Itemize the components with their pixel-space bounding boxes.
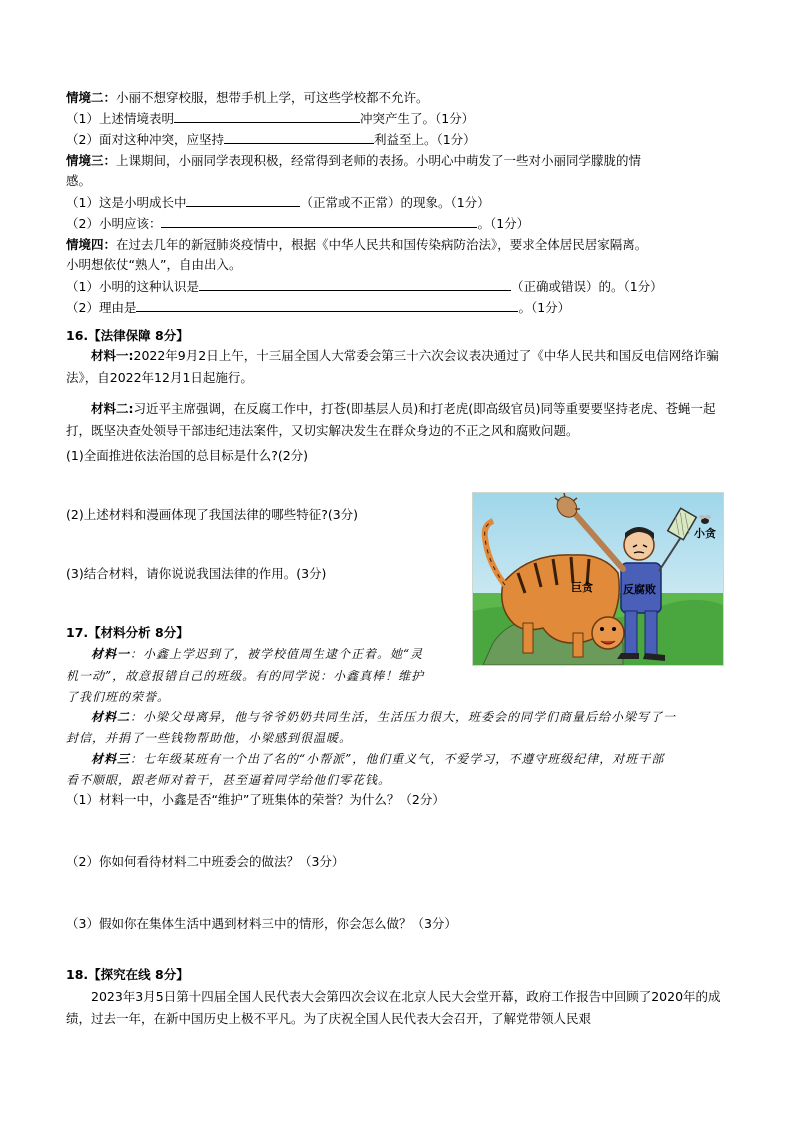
s4-q2-a: （2）理由是 xyxy=(66,300,137,315)
s4-q2 xyxy=(66,298,570,317)
s4-q1-b: （正确或错误）的。（1分） xyxy=(510,279,663,294)
cartoon-label-fly: 小贪 xyxy=(694,527,716,540)
q16-sub1: (1)全面推进依法治国的总目标是什么?(2分) xyxy=(66,448,309,463)
s4-line1 xyxy=(66,236,647,254)
q17-m3-head: 材料三 xyxy=(91,752,131,766)
s3-q2-b: 。（1分） xyxy=(477,216,530,231)
q16-sub3: (3)结合材料，请你说说我国法律的作用。(3分) xyxy=(66,566,327,581)
q16-m1-head: 材料一: xyxy=(91,348,134,363)
q16-m1-text: 2022年9月2日上午，十三届全国人大常委会第三十六次会议表决通过了《中华人民共和国反电信网络诈骗法》，自2022年12月1日起施行。 xyxy=(66,348,719,385)
q17-m1-head: 材料一 xyxy=(91,647,131,661)
s2-q1-blank[interactable] xyxy=(174,109,360,123)
s4-q2-b: 。（1分） xyxy=(518,300,571,315)
s4-q1-blank[interactable] xyxy=(199,277,511,291)
s3-q1-blank[interactable] xyxy=(186,193,300,207)
q17-m1-text1: ：小鑫上学迟到了，被学校值周生逮个正着。她“灵 xyxy=(130,647,424,661)
s3-q2-blank[interactable] xyxy=(161,214,477,228)
anti-corruption-cartoon xyxy=(472,492,724,666)
q17-sub1: （1）材料一中，小鑫是否“维护”了班集体的荣誉？为什么？（2分） xyxy=(66,792,445,807)
q17-m2-head: 材料二 xyxy=(91,710,131,724)
s2-q2 xyxy=(66,130,476,149)
q17-m3-line2: 看不顺眼，跟老师对着干，甚至逼着同学给他们零花钱。 xyxy=(66,773,392,787)
q16-m2-head: 材料二: xyxy=(91,401,134,416)
s3-head: 情境三： xyxy=(66,153,117,168)
cartoon-label-man: 反腐败 xyxy=(623,583,656,596)
q18-title: 18.【探究在线 8分】 xyxy=(66,967,189,982)
q17-sub2: （2）你如何看待材料二中班委会的做法？（3分） xyxy=(66,854,345,869)
s2-q1-a: （1）上述情境表明 xyxy=(66,111,174,126)
q18-text: 2023年3月5日第十四届全国人民代表大会第四次会议在北京人民大会堂开幕，政府工作报告中回顾了2020年的成绩，过去一年，在新中国历史上极不平凡。为了庆祝全国人民代表大会召开，了解党带领人民艰 xyxy=(66,989,721,1026)
s2-line xyxy=(66,89,429,107)
q17-m1-line2: 机一动”，故意报错自己的班级。有的同学说：小鑫真棒！维护 xyxy=(66,669,425,683)
s2-q2-blank[interactable] xyxy=(224,130,374,144)
q17-m1-line3: 了我们班的荣誉。 xyxy=(66,690,171,704)
s4-text1: 在过去几年的新冠肺炎疫情中，根据《中华人民共和国传染病防治法》，要求全体居民居家隔离。 xyxy=(116,237,648,252)
q16-title: 16.【法律保障 8分】 xyxy=(66,328,189,343)
q16-m2-text: 习近平主席强调，在反腐工作中，打苍(即基层人员)和打老虎(即高级官员)同等重要要坚持老虎、苍蝇一起打，既坚决查处领导干部违纪违法案件，又切实解决发生在群众身边的不正之风和腐败问题。 xyxy=(66,401,716,438)
q17-m2-text1: ：小梁父母离异，他与爷爷奶奶共同生活，生活压力很大，班委会的同学们商量后给小梁写了一 xyxy=(130,710,677,724)
s2-q2-b: 利益至上。（1分） xyxy=(373,132,476,147)
s2-q1 xyxy=(66,109,474,128)
q17-m3-text1: ：七年级某班有一个出了名的“小帮派”，他们重义气，不爱学习，不遵守班级纪律，对班干部 xyxy=(130,752,665,766)
q17-title: 17.【材料分析 8分】 xyxy=(66,625,189,640)
q16-material-2 xyxy=(66,398,730,442)
s3-q2 xyxy=(66,214,529,233)
s2-q2-a: （2）面对这种冲突，应坚持 xyxy=(66,132,224,147)
q16-sub2: (2)上述材料和漫画体现了我国法律的哪些特征?(3分) xyxy=(66,507,359,522)
s3-q2-a: （2）小明应该： xyxy=(66,216,162,231)
q17-m3-line1 xyxy=(91,750,664,768)
s3-q1-a: （1）这是小明成长中 xyxy=(66,195,187,210)
s4-line2: 小明想依仗“熟人”，自由出入。 xyxy=(66,257,242,272)
q17-m1-line1 xyxy=(91,645,423,663)
s2-q1-b: 冲突产生了。（1分） xyxy=(359,111,475,126)
s4-q1-a: （1）小明的这种认识是 xyxy=(66,279,199,294)
s3-q1 xyxy=(66,193,490,212)
q17-m2-line1 xyxy=(91,708,676,726)
q17-sub3: （3）假如你在集体生活中遇到材料三中的情形，你会怎么做？（3分） xyxy=(66,916,457,931)
cartoon-label-tiger: 巨贪 xyxy=(571,581,593,594)
s4-q2-blank[interactable] xyxy=(136,298,518,312)
s2-head: 情境二： xyxy=(66,90,117,105)
s4-head: 情境四： xyxy=(66,237,117,252)
q16-material-1 xyxy=(66,345,730,389)
q17-m2-line2: 封信，并捐了一些钱物帮助他，小梁感到很温暖。 xyxy=(66,731,353,745)
s3-line2: 感。 xyxy=(66,173,92,188)
s3-text1: 上课期间，小丽同学表现积极，经常得到老师的表扬。小明心中萌发了一些对小丽同学朦胧的情 xyxy=(116,153,642,168)
cartoon-drawing xyxy=(473,493,723,665)
s3-q1-b: （正常或不正常）的现象。（1分） xyxy=(300,195,490,210)
s3-line1 xyxy=(66,152,641,170)
s4-q1 xyxy=(66,277,663,296)
s2-text: 小丽不想穿校服，想带手机上学，可这些学校都不允许。 xyxy=(116,90,429,105)
